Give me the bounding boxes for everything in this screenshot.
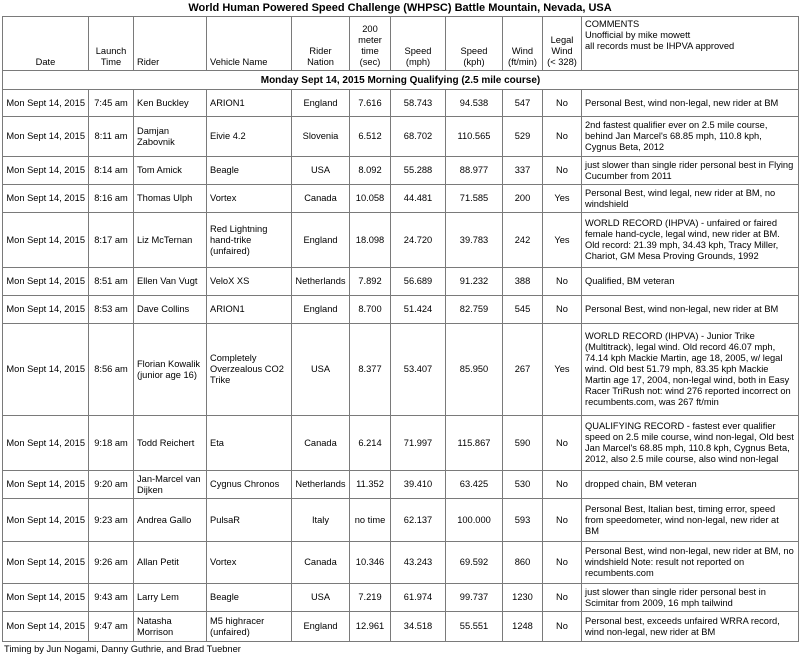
header-launch-time: Launch Time [89, 17, 134, 71]
header-200m-time: 200 meter time (sec) [350, 17, 391, 71]
table-cell-speed-kph: 39.783 [446, 213, 503, 268]
table-cell-speed-kph: 94.538 [446, 90, 503, 117]
table-cell-nation: Canada [292, 542, 350, 584]
table-cell-legal-wind: No [543, 542, 582, 584]
header-rider: Rider [134, 17, 207, 71]
table-cell-nation: Canada [292, 416, 350, 471]
table-cell-speed-kph: 85.950 [446, 324, 503, 416]
table-cell-legal-wind: Yes [543, 213, 582, 268]
header-comments-title: COMMENTS [585, 19, 640, 29]
table-cell-date: Mon Sept 14, 2015 [3, 416, 89, 471]
table-cell-comment: QUALIFYING RECORD - fastest ever qualifier speed on 2.5 mile course, wind non-legal, Old best Jan Marcel's 68.85 mph, 110.8 kph, Cygnus Beta, 2012, also 2.5 mile course, also wind non-legal [582, 416, 799, 471]
table-row [3, 90, 799, 117]
table-cell-comment: just slower than single rider personal best in Flying Cucumber from 2011 [582, 157, 799, 185]
table-cell-rider: Ken Buckley [134, 90, 207, 117]
table-cell-nation: Slovenia [292, 117, 350, 157]
table-cell-vehicle: Eivie 4.2 [207, 117, 292, 157]
table-cell-legal-wind: No [543, 268, 582, 296]
table-cell-launch-time: 8:51 am [89, 268, 134, 296]
table-cell-wind: 529 [503, 117, 543, 157]
table-cell-200m-time: 8.377 [350, 324, 391, 416]
table-cell-nation: Netherlands [292, 268, 350, 296]
table-cell-speed-mph: 24.720 [391, 213, 446, 268]
table-cell-launch-time: 9:43 am [89, 584, 134, 612]
page-title: World Human Powered Speed Challenge (WHPSC) Battle Mountain, Nevada, USA [188, 2, 612, 14]
table-cell-vehicle: M5 highracer (unfaired) [207, 612, 292, 642]
table-cell-wind: 547 [503, 90, 543, 117]
table-cell-comment: Personal Best, Italian best, timing error, speed from speedometer, wind non-legal, new rider at BM [582, 499, 799, 542]
table-row [3, 542, 799, 584]
table-row [3, 157, 799, 185]
table-cell-speed-kph: 82.759 [446, 296, 503, 324]
table-cell-wind: 200 [503, 185, 543, 213]
table-cell-wind: 545 [503, 296, 543, 324]
table-cell-rider: Damjan Zabovnik [134, 117, 207, 157]
table-cell-speed-mph: 44.481 [391, 185, 446, 213]
header-legal-wind: Legal Wind (< 328) [543, 17, 582, 71]
table-cell-speed-kph: 55.551 [446, 612, 503, 642]
table-cell-comment: dropped chain, BM veteran [582, 471, 799, 499]
table-cell-legal-wind: No [543, 296, 582, 324]
table-cell-speed-mph: 68.702 [391, 117, 446, 157]
table-cell-nation: England [292, 213, 350, 268]
timing-credit: Timing by Jun Nogami, Danny Guthrie, and Brad Tuebner [4, 644, 241, 654]
table-cell-200m-time: no time [350, 499, 391, 542]
table-cell-launch-time: 9:20 am [89, 471, 134, 499]
table-cell-legal-wind: No [543, 584, 582, 612]
table-cell-wind: 388 [503, 268, 543, 296]
table-cell-vehicle: Red Lightning hand-trike (unfaired) [207, 213, 292, 268]
table-cell-launch-time: 8:17 am [89, 213, 134, 268]
table-cell-comment: Personal Best, wind legal, new rider at BM, no windshield [582, 185, 799, 213]
table-cell-wind: 1248 [503, 612, 543, 642]
table-cell-rider: Todd Reichert [134, 416, 207, 471]
table-cell-speed-mph: 34.518 [391, 612, 446, 642]
table-cell-nation: England [292, 612, 350, 642]
subtitle: Monday Sept 14, 2015 Morning Qualifying (2.5 mile course) [3, 71, 799, 90]
table-cell-vehicle: Completely Overzealous CO2 Trike [207, 324, 292, 416]
table-cell-rider: Liz McTernan [134, 213, 207, 268]
table-cell-nation: USA [292, 324, 350, 416]
table-cell-launch-time: 9:47 am [89, 612, 134, 642]
table-cell-speed-mph: 58.743 [391, 90, 446, 117]
table-cell-vehicle: Cygnus Chronos [207, 471, 292, 499]
table-cell-speed-kph: 63.425 [446, 471, 503, 499]
table-cell-wind: 242 [503, 213, 543, 268]
table-cell-launch-time: 8:53 am [89, 296, 134, 324]
table-cell-speed-kph: 100.000 [446, 499, 503, 542]
table-cell-speed-kph: 110.565 [446, 117, 503, 157]
table-cell-200m-time: 18.098 [350, 213, 391, 268]
table-cell-wind: 267 [503, 324, 543, 416]
table-cell-wind: 530 [503, 471, 543, 499]
table-cell-vehicle: ARION1 [207, 296, 292, 324]
table-cell-legal-wind: No [543, 416, 582, 471]
table-cell-comment: WORLD RECORD (IHPVA) - Junior Trike (Multitrack), legal wind. Old record 46.07 mph, 74.14 kph Mackie Martin, age 18, 2005, w/ legal wind. Old best 51.79 mph, 83.35 kph Mackie Martin age 17, 2004, non-legal wind, both in Easy Racer TriRush not: wind 276 reported incorrect on recumbents.com, was 267 ft/min [582, 324, 799, 416]
table-cell-legal-wind: No [543, 90, 582, 117]
table-cell-speed-kph: 91.232 [446, 268, 503, 296]
table-cell-date: Mon Sept 14, 2015 [3, 157, 89, 185]
table-cell-200m-time: 7.616 [350, 90, 391, 117]
table-cell-speed-kph: 115.867 [446, 416, 503, 471]
table-cell-vehicle: Vortex [207, 185, 292, 213]
table-cell-nation: Canada [292, 185, 350, 213]
table-cell-vehicle: Eta [207, 416, 292, 471]
table-cell-legal-wind: Yes [543, 185, 582, 213]
table-row [3, 612, 799, 642]
subtitle-row [3, 71, 799, 90]
table-cell-date: Mon Sept 14, 2015 [3, 296, 89, 324]
table-cell-200m-time: 7.219 [350, 584, 391, 612]
table-cell-rider: Ellen Van Vugt [134, 268, 207, 296]
table-cell-vehicle: Vortex [207, 542, 292, 584]
table-cell-legal-wind: No [543, 157, 582, 185]
table-cell-wind: 860 [503, 542, 543, 584]
table-cell-comment: Personal best, exceeds unfaired WRRA record, wind non-legal, new rider at BM [582, 612, 799, 642]
table-cell-200m-time: 6.512 [350, 117, 391, 157]
table-cell-launch-time: 8:11 am [89, 117, 134, 157]
header-vehicle: Vehicle Name [207, 17, 292, 71]
table-row [3, 296, 799, 324]
table-cell-legal-wind: No [543, 612, 582, 642]
table-cell-speed-mph: 61.974 [391, 584, 446, 612]
header-comments-note2: all records must be IHPVA approved [585, 41, 735, 51]
header-speed-kph: Speed (kph) [446, 17, 503, 71]
table-cell-200m-time: 10.346 [350, 542, 391, 584]
table-row [3, 324, 799, 416]
table-cell-legal-wind: No [543, 117, 582, 157]
table-row [3, 584, 799, 612]
table-cell-rider: Larry Lem [134, 584, 207, 612]
table-cell-200m-time: 7.892 [350, 268, 391, 296]
table-cell-launch-time: 9:26 am [89, 542, 134, 584]
header-wind: Wind (ft/min) [503, 17, 543, 71]
table-cell-vehicle: Beagle [207, 157, 292, 185]
table-cell-date: Mon Sept 14, 2015 [3, 471, 89, 499]
table-cell-nation: Netherlands [292, 471, 350, 499]
table-cell-speed-mph: 53.407 [391, 324, 446, 416]
table-cell-speed-kph: 69.592 [446, 542, 503, 584]
table-cell-speed-kph: 88.977 [446, 157, 503, 185]
table-cell-speed-mph: 55.288 [391, 157, 446, 185]
results-table [2, 16, 799, 642]
table-cell-date: Mon Sept 14, 2015 [3, 612, 89, 642]
table-cell-wind: 590 [503, 416, 543, 471]
table-cell-comment: Personal Best, wind non-legal, new rider at BM [582, 90, 799, 117]
table-cell-rider: Natasha Morrison [134, 612, 207, 642]
table-cell-nation: USA [292, 584, 350, 612]
table-row [3, 213, 799, 268]
table-row [3, 117, 799, 157]
table-cell-date: Mon Sept 14, 2015 [3, 324, 89, 416]
table-cell-200m-time: 6.214 [350, 416, 391, 471]
table-cell-comment: Qualified, BM veteran [582, 268, 799, 296]
table-cell-date: Mon Sept 14, 2015 [3, 90, 89, 117]
table-cell-rider: Andrea Gallo [134, 499, 207, 542]
table-cell-200m-time: 12.961 [350, 612, 391, 642]
table-cell-legal-wind: Yes [543, 324, 582, 416]
table-cell-comment: WORLD RECORD (IHPVA) - unfaired or faired female hand-cycle, legal wind, new rider at BM. Old record: 21.39 mph, 34.43 kph, Tracy Miller, Chariot, GM Mesa Proving Grounds, 1992 [582, 213, 799, 268]
table-cell-speed-mph: 62.137 [391, 499, 446, 542]
table-cell-speed-kph: 71.585 [446, 185, 503, 213]
table-cell-legal-wind: No [543, 471, 582, 499]
table-cell-nation: USA [292, 157, 350, 185]
table-cell-speed-mph: 51.424 [391, 296, 446, 324]
table-cell-launch-time: 8:16 am [89, 185, 134, 213]
table-cell-200m-time: 8.700 [350, 296, 391, 324]
table-cell-vehicle: VeloX XS [207, 268, 292, 296]
table-cell-nation: England [292, 296, 350, 324]
table-cell-nation: Italy [292, 499, 350, 542]
header-nation: Rider Nation [292, 17, 350, 71]
table-cell-comment: Personal Best, wind non-legal, new rider at BM [582, 296, 799, 324]
header-date: Date [3, 17, 89, 71]
table-cell-speed-mph: 71.997 [391, 416, 446, 471]
table-cell-wind: 593 [503, 499, 543, 542]
table-cell-rider: Florian Kowalik (junior age 16) [134, 324, 207, 416]
header-row [3, 17, 799, 71]
table-cell-legal-wind: No [543, 499, 582, 542]
table-row [3, 185, 799, 213]
table-cell-speed-mph: 56.689 [391, 268, 446, 296]
table-cell-date: Mon Sept 14, 2015 [3, 213, 89, 268]
table-cell-wind: 1230 [503, 584, 543, 612]
table-cell-nation: England [292, 90, 350, 117]
table-cell-rider: Thomas Ulph [134, 185, 207, 213]
table-cell-vehicle: Beagle [207, 584, 292, 612]
table-row [3, 499, 799, 542]
table-cell-date: Mon Sept 14, 2015 [3, 499, 89, 542]
results-body [3, 90, 799, 642]
table-cell-comment: Personal Best, wind non-legal, new rider at BM, no windshield Note: result not reported on recumbents.com [582, 542, 799, 584]
table-cell-date: Mon Sept 14, 2015 [3, 542, 89, 584]
table-cell-launch-time: 9:23 am [89, 499, 134, 542]
table-cell-200m-time: 8.092 [350, 157, 391, 185]
table-cell-comment: 2nd fastest qualifier ever on 2.5 mile course, behind Jan Marcel's 68.85 mph, 110.8 kph, Cygnus Beta, 2012 [582, 117, 799, 157]
table-cell-date: Mon Sept 14, 2015 [3, 185, 89, 213]
table-cell-launch-time: 8:14 am [89, 157, 134, 185]
table-cell-200m-time: 11.352 [350, 471, 391, 499]
table-cell-vehicle: ARION1 [207, 90, 292, 117]
table-cell-vehicle: PulsaR [207, 499, 292, 542]
table-cell-launch-time: 7:45 am [89, 90, 134, 117]
table-cell-date: Mon Sept 14, 2015 [3, 268, 89, 296]
table-cell-wind: 337 [503, 157, 543, 185]
table-row [3, 416, 799, 471]
header-speed-mph: Speed (mph) [391, 17, 446, 71]
header-comments-note1: Unofficial by mike mowett [585, 30, 691, 40]
table-cell-speed-mph: 39.410 [391, 471, 446, 499]
table-row [3, 471, 799, 499]
table-cell-date: Mon Sept 14, 2015 [3, 584, 89, 612]
table-cell-rider: Allan Petit [134, 542, 207, 584]
table-cell-speed-kph: 99.737 [446, 584, 503, 612]
table-row [3, 268, 799, 296]
table-cell-launch-time: 9:18 am [89, 416, 134, 471]
table-cell-rider: Dave Collins [134, 296, 207, 324]
header-comments [582, 17, 799, 71]
table-cell-speed-mph: 43.243 [391, 542, 446, 584]
table-cell-date: Mon Sept 14, 2015 [3, 117, 89, 157]
table-cell-launch-time: 8:56 am [89, 324, 134, 416]
table-cell-rider: Jan-Marcel van Dijken [134, 471, 207, 499]
table-cell-200m-time: 10.058 [350, 185, 391, 213]
table-cell-rider: Tom Amick [134, 157, 207, 185]
table-cell-comment: just slower than single rider personal best in Scimitar from 2009, 16 mph tailwind [582, 584, 799, 612]
